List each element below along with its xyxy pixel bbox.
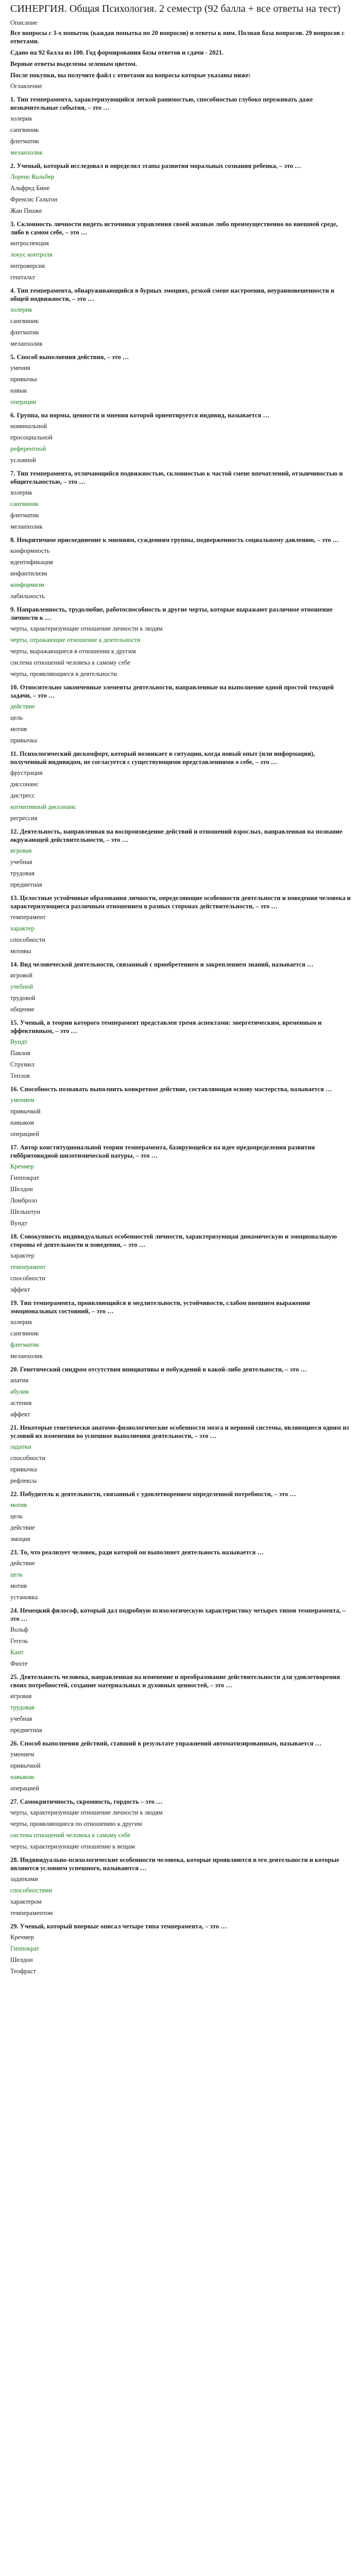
answer-option: сангвиник [10, 126, 39, 133]
answer-option: идентификация [10, 558, 53, 566]
answer-option: мотив [10, 1582, 27, 1589]
intro-block [10, 29, 351, 79]
correct-answer-option: черты, отражающие отношение к деятельности [10, 636, 141, 643]
question-item [10, 286, 351, 348]
answer-option: темперамент [10, 913, 46, 921]
answer-option: Ломброзо [10, 1197, 38, 1204]
answer-option: действие [10, 1560, 35, 1567]
answer-option: игровая [10, 1692, 32, 1700]
question-item [10, 1798, 351, 1851]
answer-option: Альфред Бине [10, 184, 50, 192]
question-item [10, 1606, 351, 1668]
answer-option: инфантилизм [10, 570, 47, 577]
questions-label: Оглавление [10, 82, 42, 90]
question-item [10, 411, 351, 464]
answer-option: флегматик [10, 138, 39, 145]
answer-option: мотивы [10, 947, 31, 955]
correct-answer-option: референтной [10, 445, 46, 452]
question-text: 29. Ученый, который впервые описал четыре типа темперамента, – это … [10, 1923, 227, 1930]
question-text: 16. Способность познавать выполнить конкретное действие, составляющая основу мастерства, называется … [10, 1086, 332, 1093]
answer-option: аффект [10, 1411, 30, 1418]
question-text: 2. Ученый, который исследовал и определил этапы развития моральных сознания ребенка, – это … [10, 162, 301, 170]
answer-option: Кречмер [10, 1934, 34, 1941]
answer-option: диссонанс [10, 781, 39, 788]
answer-option: система отношений человека к самому себе [10, 659, 131, 666]
question-text: 6. Группа, на нормы, ценности и мнения которой ориентируется индивид, называется … [10, 412, 269, 419]
answer-option: номинальной [10, 422, 47, 430]
question-item [10, 162, 351, 215]
correct-answer-option: меланхолик [10, 149, 43, 156]
answer-option: Вольф [10, 1626, 28, 1633]
question-text: 12. Деятельность, направленная на воспроизведение действий и отношений взрослых, направленная на познание окружающей действительности, – это … [10, 828, 342, 843]
answer-option: Павлов [10, 1049, 30, 1057]
answer-option: условной [10, 456, 36, 464]
answer-option: интроверсия [10, 262, 45, 269]
answer-option: лабильность [10, 592, 45, 600]
answer-option: Шелдон [10, 1956, 33, 1963]
answer-option: эмоция [10, 1535, 30, 1543]
correct-answer-option: трудовая [10, 1704, 35, 1711]
question-text: 22. Побудитель к деятельности, связанный с удовлетворением определенной потребности, – это … [10, 1490, 296, 1498]
question-item [10, 683, 351, 744]
answer-option: гештальт [10, 274, 36, 281]
page-title: СИНЕРГИЯ. Общая Психология. 2 семестр (92 балла + все ответы на тест) [10, 3, 341, 14]
answer-option: черты, характеризующие отношение к вещам [10, 1843, 135, 1850]
answer-option: флегматик [10, 512, 39, 519]
question-item [10, 1856, 351, 1917]
correct-answer-option: действие [10, 703, 35, 710]
answer-option: Фихте [10, 1660, 28, 1667]
answer-option: мотив [10, 725, 27, 733]
answer-option: Гиппократ [10, 1174, 40, 1181]
correct-answer-option: способностями [10, 1887, 53, 1894]
question-text: 9. Направленность, трудолюбие, работоспособность и другие черты, которые выражают различное отношение личности к … [10, 606, 333, 621]
question-item [10, 960, 351, 1013]
answer-option: трудовой [10, 994, 36, 1002]
question-text: 18. Совокупность индивидуальных особенностей личности, характеризующая динамическую и эмоциональную стороны её деятельности и поведения, – это … [10, 1233, 337, 1248]
question-item [10, 1085, 351, 1138]
answer-option: рефлексы [10, 1477, 37, 1484]
answer-option: Струмил [10, 1061, 35, 1068]
answer-option: операцией [10, 1785, 39, 1792]
question-text: 15. Ученый, в теории которого темперамент представлен тремя аспектами: энергетическим, временным и эффективным, – это … [10, 1019, 322, 1035]
question-text: 23. То, что реализует человек, ради которой он выполняет деятельность называется … [10, 1549, 264, 1556]
question-text: 28. Индивидуально-психологические особенности человека, которые проявляются в его деятельности и которые являются условием успешного, называются … [10, 1856, 339, 1872]
answer-option: дистресс [10, 792, 35, 799]
question-item [10, 894, 351, 955]
question-text: 5. Способ выполнения действия, – это … [10, 353, 129, 361]
correct-answer-option: сангвиник [10, 500, 39, 507]
answer-option: флегматик [10, 329, 39, 336]
answer-option: просоциальной [10, 434, 53, 441]
correct-answer-option: операции [10, 398, 37, 405]
answer-option: Френсис Гальтон [10, 196, 58, 203]
answer-option: фрустрация [10, 769, 43, 776]
questions-list [10, 95, 351, 1975]
correct-answer-option: характер [10, 925, 35, 932]
correct-answer-option: Лоренс Кольбер [10, 173, 55, 180]
answer-option: регрессия [10, 815, 38, 822]
answer-option: установка [10, 1594, 38, 1601]
correct-answer-option: цель [10, 1571, 23, 1578]
answer-option: Теофраст [10, 1968, 36, 1975]
question-item [10, 95, 351, 157]
answer-option: навыком [10, 1119, 34, 1126]
answer-option: привычка [10, 1466, 37, 1473]
correct-answer-option: навыком [10, 1773, 34, 1781]
question-text: 3. Склонность личности видеть источники управления своей жизнью либо преимущественно во внешней среде, либо в самом себе, – это … [10, 221, 338, 236]
question-item [10, 1490, 351, 1543]
question-item [10, 469, 351, 531]
question-text: 26. Способ выполнения действий, ставший в результате упражнений автоматизированным, называется … [10, 1740, 322, 1747]
question-text: 27. Самокритичность, скромность, гордость – это … [10, 1798, 163, 1805]
question-item [10, 827, 351, 889]
question-text: 25. Деятельность человека, направленная на изменение и преобразование действительности для удовлетворения своих потребностей, создание материальных и духовных ценностей, – это … [10, 1673, 340, 1689]
question-item [10, 1922, 351, 1975]
question-text: 8. Некритичное присоединение к мнениям, суждениям группы, подверженность социальному давлению, – это … [10, 536, 339, 544]
answer-option: черты, характеризующие отношение личности к людям [10, 1809, 163, 1816]
answer-option: апатия [10, 1377, 29, 1384]
intro-line: После покупки, вы получите файл с ответами на вопросы которые указаны ниже: [10, 72, 251, 79]
question-item [10, 536, 351, 600]
answer-option: черты, выражающиеся в отношении к другим [10, 648, 136, 655]
correct-answer-option: система отношений человека к самому себе [10, 1832, 131, 1839]
question-text: 17. Автор конституциональной теории темперамента, базирующейся на идее предопределения развития гиббритовидной шизотимической натуры, – это … [10, 1144, 315, 1159]
correct-answer-option: локус контроля [10, 251, 53, 258]
question-text: 14. Вид человеческой деятельности, связанный с приобретением и закреплением знаний, называется … [10, 961, 314, 968]
answer-option: учебная [10, 1715, 32, 1722]
answer-option: способности [10, 1454, 45, 1462]
answer-option: привычка [10, 737, 37, 744]
intro-line: Сдано на 92 балла из 100. Год формирования базы ответов и сдачи - 2021. [10, 49, 224, 56]
answer-option: навык [10, 387, 27, 394]
answer-option: характер [10, 1252, 35, 1259]
answer-option: способности [10, 936, 45, 943]
correct-answer-option: Кант [10, 1649, 24, 1656]
answer-option: действие [10, 1524, 35, 1531]
question-text: 7. Тип темперамента, отличающийся подвижностью, склонностью к частой смене впечатлений, отзывчивостью и общительностью, – это … [10, 470, 343, 485]
answer-option: характером [10, 1898, 42, 1905]
question-item [10, 605, 351, 678]
answer-option: темпераментом [10, 1909, 53, 1917]
answer-option: конформность [10, 547, 50, 554]
correct-answer-option: Кречмер [10, 1163, 34, 1170]
correct-answer-option: абулия [10, 1388, 29, 1395]
answer-option: меланхолик [10, 340, 43, 347]
question-text: 1. Тип темперамента, характеризующийся легкой ранимостью, способностью глубоко переживать даже незначительные события, – это … [10, 96, 313, 111]
answer-option: холерик [10, 115, 32, 122]
question-item [10, 1299, 351, 1360]
answer-option: Гегель [10, 1637, 28, 1645]
answer-option: цель [10, 1513, 23, 1520]
correct-answer-option: холерик [10, 306, 32, 313]
answer-option: умением [10, 1751, 35, 1758]
question-item [10, 1548, 351, 1601]
answer-option: меланхолик [10, 1352, 43, 1360]
answer-option: эффект [10, 1286, 30, 1293]
answer-option: способности [10, 1275, 45, 1282]
correct-answer-option: мотив [10, 1501, 27, 1509]
question-text: 4. Тип темперамента, обнаруживающийся в бурных эмоциях, резкой смене настроения, неуравновешенности и общей подвижности, – это … [10, 287, 335, 302]
answer-option: привычка [10, 376, 37, 383]
answer-option: холерик [10, 1318, 32, 1326]
question-text: 21. Некоторые генетически анатомо-физиологические особенности мозга и нервной системы, являющиеся одним из условий их изменения во успешное выполнения деятельности, – это … [10, 1424, 349, 1439]
question-item [10, 1232, 351, 1294]
intro-line: Все вопросы с 3-х попыток (каждая попытка по 20 вопросов) и ответы к ним. Полная база вопросов. 29 вопросов с ответами. [10, 29, 345, 45]
answer-option: задатками [10, 1875, 38, 1883]
answer-option: операцией [10, 1130, 39, 1138]
answer-option: меланхолик [10, 523, 43, 530]
answer-option: Вундт [10, 1219, 27, 1227]
question-text: 13. Целостные устойчивые образования личности, определяющие особенности деятельности и поведения человека и характеризующиеся различным отношением в разных сторонах действительности, – это … [10, 894, 351, 910]
question-text: 20. Генетический синдром отсутствия инициативы и побуждений в какой-либо деятельности, – это … [10, 1366, 307, 1373]
answer-option: привычкой [10, 1762, 41, 1769]
answer-option: игровой [10, 972, 33, 979]
answer-option: холерик [10, 489, 32, 496]
answer-option: трудовая [10, 870, 35, 877]
answer-option: астения [10, 1399, 32, 1406]
correct-answer-option: конформизм [10, 581, 45, 588]
answer-option: Жан Пиаже [10, 207, 42, 214]
question-item [10, 1673, 351, 1734]
correct-answer-option: флегматик [10, 1341, 39, 1348]
answer-option: черты, проявляющиеся в деятельности [10, 670, 117, 677]
correct-answer-option: Вундт [10, 1038, 27, 1045]
correct-answer-option: Гиппократ [10, 1945, 40, 1952]
answer-option: черты, проявляющиеся по отношению к другим [10, 1820, 142, 1827]
answer-option: сангвиник [10, 1330, 39, 1337]
question-item [10, 1423, 351, 1485]
correct-answer-option: когнитивный диссонанс [10, 803, 77, 810]
answer-option: учебная [10, 858, 32, 866]
question-item [10, 1365, 351, 1418]
question-item [10, 1143, 351, 1227]
answer-option: предметная [10, 1726, 42, 1734]
question-item [10, 1739, 351, 1792]
answer-option: интроспекция [10, 240, 49, 247]
question-item [10, 353, 351, 406]
answer-option: Шелдон [10, 1185, 33, 1193]
correct-answer-option: задатки [10, 1443, 31, 1450]
answer-option: Теплов [10, 1072, 30, 1079]
correct-answer-option: умением [10, 1096, 35, 1104]
description-label: Описание [10, 19, 38, 26]
answer-option: предметная [10, 881, 42, 888]
question-item [10, 1019, 351, 1080]
question-item [10, 750, 351, 822]
correct-answer-option: учебной [10, 983, 33, 990]
question-text: 10. Относительно законченные элементы деятельности, направленные на выполнение одной простой текущей задачи, – это … [10, 684, 334, 699]
question-text: 24. Немецкий философ, который дал подробную психологическую характеристику четырех типов темперамента, – это … [10, 1607, 346, 1622]
question-item [10, 220, 351, 281]
answer-option: общение [10, 1006, 35, 1013]
correct-answer-option: игровая [10, 847, 32, 854]
answer-option: умения [10, 364, 30, 371]
answer-option: черты, характеризующие отношение личности к людям [10, 625, 163, 632]
answer-option: цель [10, 714, 23, 721]
correct-answer-option: темперамент [10, 1263, 46, 1270]
answer-option: сангвиник [10, 317, 39, 325]
question-text: 11. Психологический дискомфорт, который возникает в ситуации, когда новый опыт (или информация), полученный индивидом, не согласуется с существующими представлениями о себе, – это … [10, 750, 315, 766]
question-text: 19. Тип темперамента, проявляющийся в медлительности, устойчивости, слабом внешнем выражении эмоциональных состояний, – это … [10, 1299, 310, 1315]
intro-line: Верные ответы выделены зеленым цветом. [10, 60, 137, 67]
answer-option: Шельштун [10, 1208, 40, 1215]
answer-option: привычкой [10, 1108, 41, 1115]
